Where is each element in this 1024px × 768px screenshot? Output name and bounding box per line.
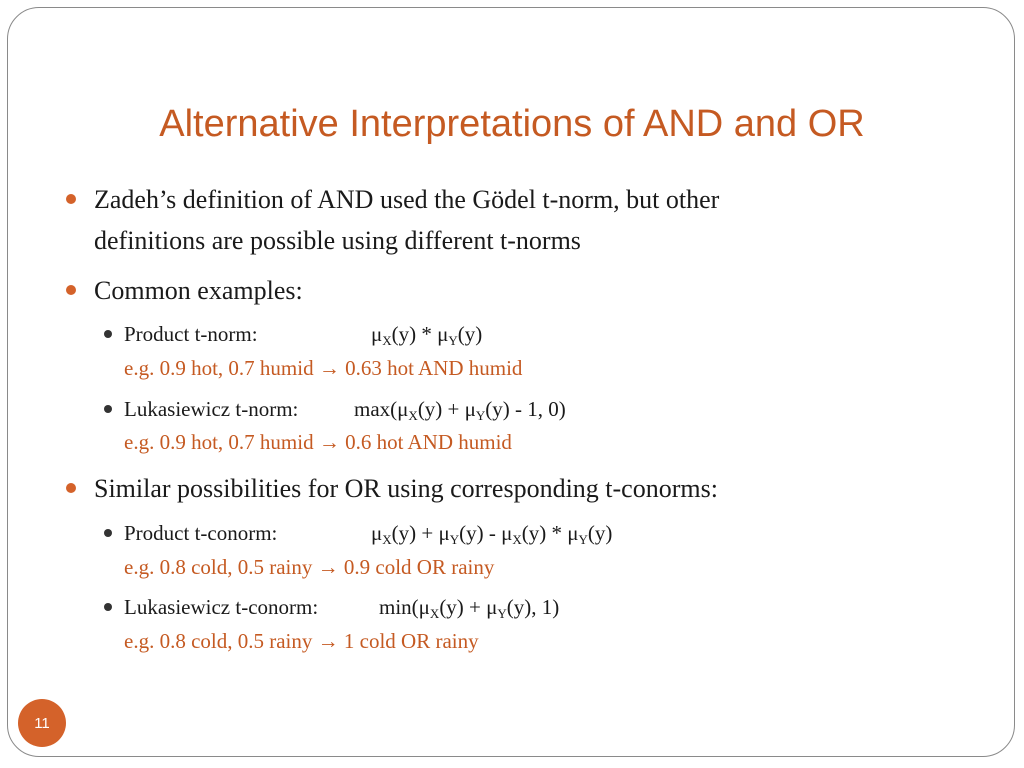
bullet-line: definitions are possible using different t-norms <box>94 226 581 255</box>
product-tnorm-label: Product t-norm: <box>124 322 258 346</box>
product-tconorm-label: Product t-conorm: <box>124 521 278 545</box>
page-number-badge: 11 <box>18 699 66 747</box>
product-tconorm-example: e.g. 0.8 cold, 0.5 rainy → 0.9 cold OR rainy <box>124 555 495 579</box>
sub-bullet-dot <box>104 330 112 338</box>
product-tnorm-formula: $\mu_X(y) * \mu_Y(y)$ <box>371 322 483 348</box>
bullet-common-examples: Common examples: <box>94 276 303 305</box>
slide-title: Alternative Interpretations of AND and OR <box>159 103 865 145</box>
bullet-line: Zadeh’s definition of AND used the Gödel t-norm, but other <box>94 185 720 214</box>
lukasiewicz-tconorm-example: e.g. 0.8 cold, 0.5 rainy → 1 cold OR rainy <box>124 629 479 653</box>
lukasiewicz-tnorm-label: Lukasiewicz t-norm: <box>124 397 299 421</box>
lukasiewicz-tconorm-label: Lukasiewicz t-conorm: <box>124 595 319 619</box>
sub-bullet-dot <box>104 405 112 413</box>
bullet-similar-possibilities: Similar possibilities for OR using corresponding t-conorms: <box>94 474 718 503</box>
lukasiewicz-tnorm-example: e.g. 0.9 hot, 0.7 humid → 0.6 hot AND humid <box>124 430 512 454</box>
sub-bullet-dot <box>104 529 112 537</box>
product-tnorm-example: e.g. 0.9 hot, 0.7 humid → 0.63 hot AND humid <box>124 356 523 380</box>
product-tconorm-formula: $\mu_X(y) + \mu_Y(y) - \mu_X(y) * \mu_Y(y)$ <box>371 521 613 547</box>
lukasiewicz-tconorm-formula: $\min(\mu_X(y) + \mu_Y(y)$, 1) <box>379 595 560 621</box>
bullet-dot <box>66 194 76 204</box>
bullet-zadeh-definition <box>94 179 954 261</box>
bullet-dot <box>66 483 76 493</box>
sub-bullet-dot <box>104 603 112 611</box>
bullet-dot <box>66 285 76 295</box>
lukasiewicz-tnorm-formula: $\max(\mu_X(y) + \mu_Y(y) - 1$, 0) <box>354 397 566 423</box>
